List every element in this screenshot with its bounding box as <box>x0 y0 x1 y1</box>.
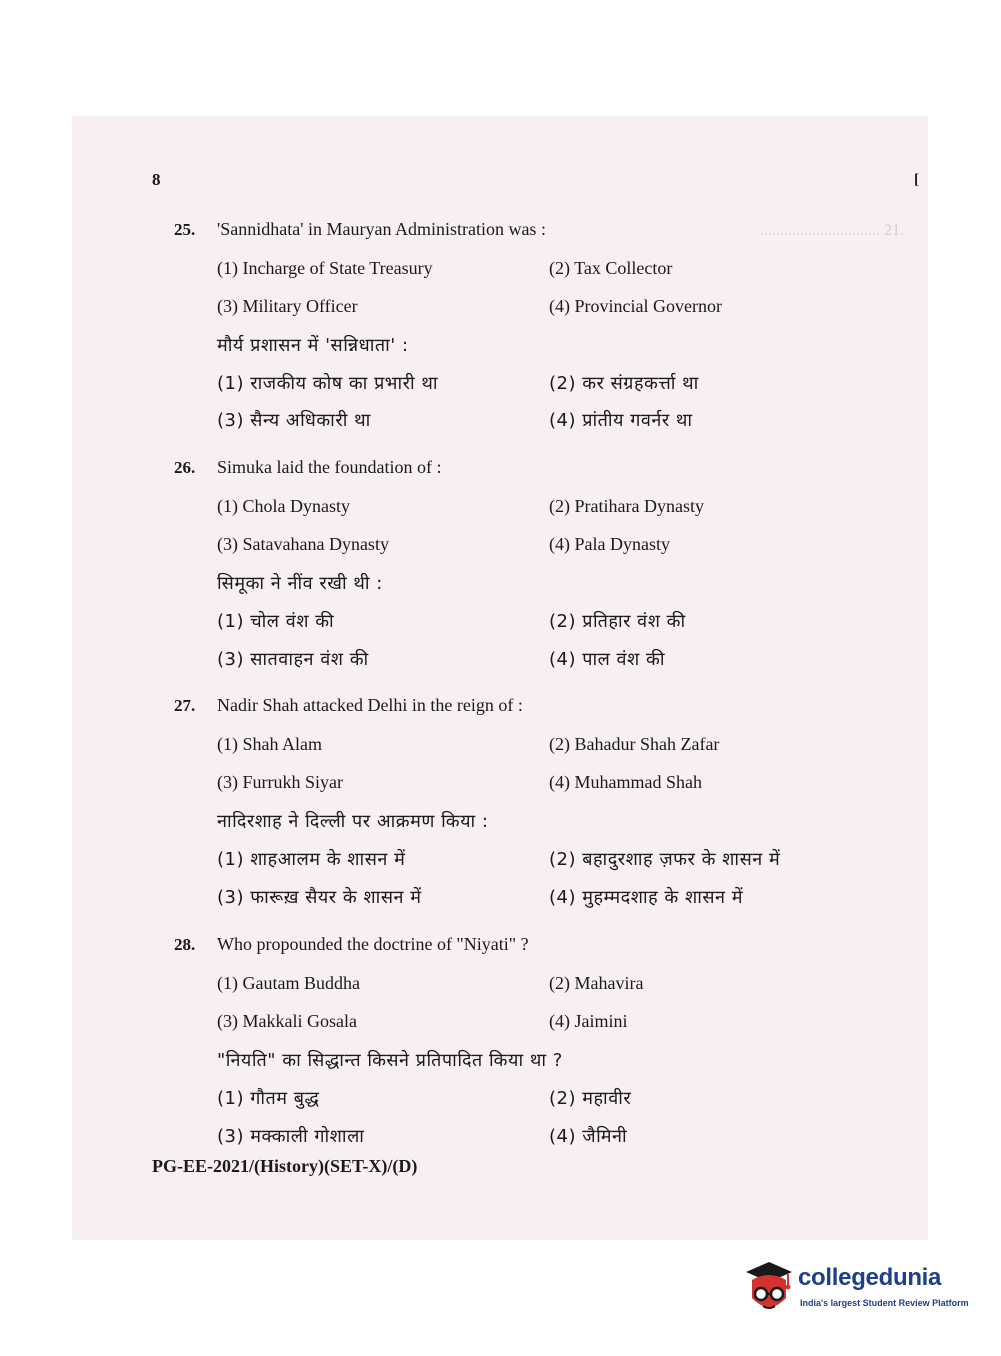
logo-tagline: India's largest Student Review Platform <box>800 1298 969 1308</box>
bleed-through-text: .............................. 21. <box>760 222 904 239</box>
option-en: (2) Tax Collector <box>549 258 673 278</box>
option-hi: (1) राजकीय कोष का प्रभारी था <box>217 373 439 394</box>
option-en: (3) Satavahana Dynasty <box>217 534 389 554</box>
option-hi: (2) बहादुरशाह ज़फर के शासन में <box>549 849 781 870</box>
graduate-mascot-icon <box>742 1258 796 1320</box>
page-edge-mark: [ <box>914 172 919 188</box>
option-hi: (1) चोल वंश की <box>217 611 335 632</box>
logo-wordmark: collegedunia <box>798 1264 942 1291</box>
option-en: (4) Jaimini <box>549 1011 628 1031</box>
option-hi: (2) प्रतिहार वंश की <box>549 611 686 632</box>
question-number: 27. <box>174 696 196 715</box>
option-en: (4) Pala Dynasty <box>549 534 670 554</box>
question-text-en: 'Sannidhata' in Mauryan Administration was : <box>217 219 546 239</box>
option-en: (1) Chola Dynasty <box>217 496 350 516</box>
option-en: (1) Incharge of State Treasury <box>217 258 433 278</box>
option-en: (4) Provincial Governor <box>549 296 722 316</box>
option-en: (4) Muhammad Shah <box>549 772 702 792</box>
page-number: 8 <box>152 170 161 189</box>
option-hi: (3) मक्काली गोशाला <box>217 1126 365 1147</box>
option-en: (1) Shah Alam <box>217 734 322 754</box>
option-en: (2) Bahadur Shah Zafar <box>549 734 720 754</box>
question-text-hi: सिमूका ने नींव रखी थी : <box>217 573 383 594</box>
option-en: (3) Military Officer <box>217 296 358 316</box>
option-hi: (4) पाल वंश की <box>549 649 665 670</box>
option-hi: (3) सैन्य अधिकारी था <box>217 410 371 431</box>
question-number: 25. <box>174 220 196 239</box>
option-hi: (3) सातवाहन वंश की <box>217 649 369 670</box>
question-text-hi: नादिरशाह ने दिल्ली पर आक्रमण किया : <box>217 811 489 832</box>
option-en: (2) Pratihara Dynasty <box>549 496 704 516</box>
question-text-en: Simuka laid the foundation of : <box>217 457 442 477</box>
question-text-hi: मौर्य प्रशासन में 'सन्निधाता' : <box>217 335 409 356</box>
question-text-hi: "नियति" का सिद्धान्त किसने प्रतिपादित किया था ? <box>217 1050 563 1071</box>
option-hi: (2) कर संग्रहकर्त्ता था <box>549 373 699 394</box>
option-hi: (1) गौतम बुद्ध <box>217 1088 320 1109</box>
option-hi: (4) प्रांतीय गवर्नर था <box>549 410 693 431</box>
option-hi: (3) फारूख़ सैयर के शासन में <box>217 887 422 908</box>
option-hi: (2) महावीर <box>549 1088 632 1109</box>
option-en: (1) Gautam Buddha <box>217 973 360 993</box>
question-number: 28. <box>174 935 196 954</box>
option-hi: (4) जैमिनी <box>549 1126 628 1147</box>
option-hi: (1) शाहआलम के शासन में <box>217 849 406 870</box>
collegedunia-logo <box>742 1258 972 1324</box>
option-en: (3) Makkali Gosala <box>217 1011 357 1031</box>
question-number: 26. <box>174 458 196 477</box>
paper-code-footer: PG-EE-2021/(History)(SET-X)/(D) <box>152 1156 418 1176</box>
option-hi: (4) मुहम्मदशाह के शासन में <box>549 887 744 908</box>
question-text-en: Who propounded the doctrine of "Niyati" ? <box>217 934 529 954</box>
option-en: (2) Mahavira <box>549 973 644 993</box>
question-text-en: Nadir Shah attacked Delhi in the reign of : <box>217 695 523 715</box>
option-en: (3) Furrukh Siyar <box>217 772 343 792</box>
